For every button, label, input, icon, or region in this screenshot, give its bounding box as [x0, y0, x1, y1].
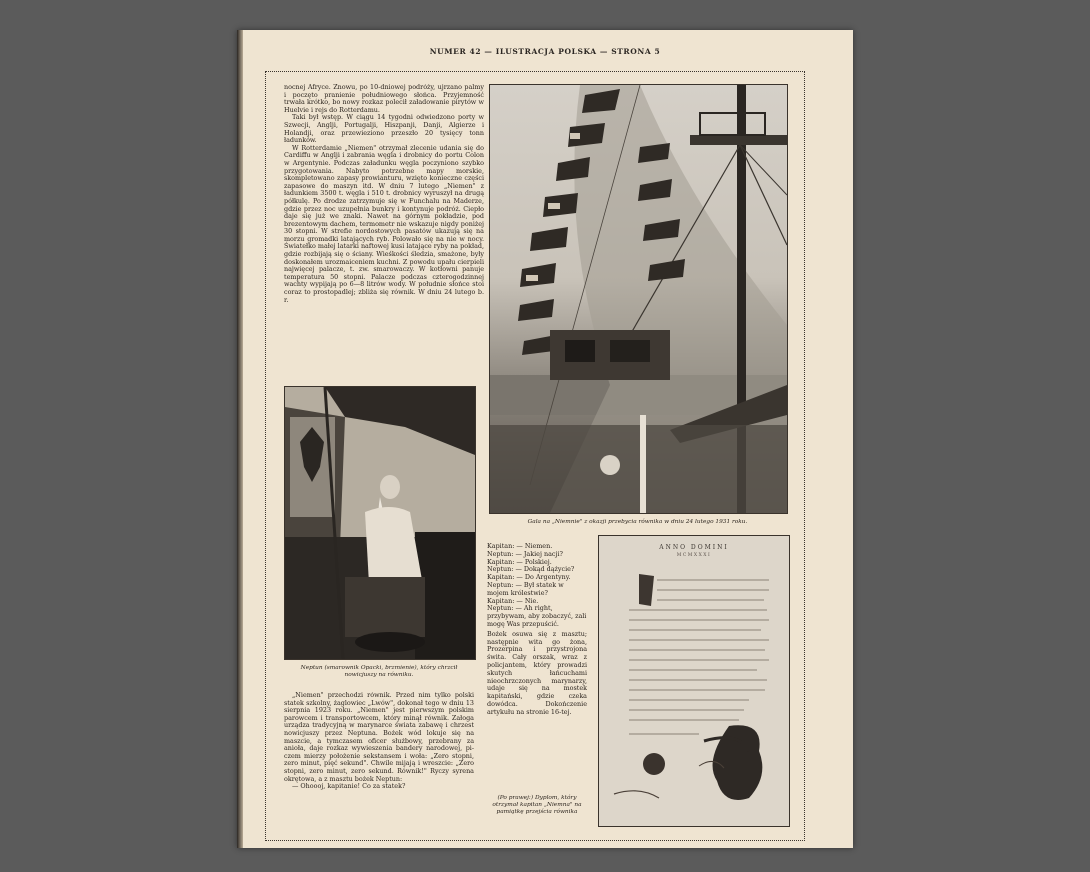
article-column-top: [284, 84, 484, 374]
dialog-line: Kapitan: — Niemen.: [487, 543, 553, 550]
dialog-line: Neptun: — Ah right, przybywam, aby zobaczyć, zali mogę Was przepuścić.: [487, 605, 587, 628]
paragraph: W Rotterdamie „Niemen" otrzymał zlecenie udania się do Cardiffu w Anglji i zabrania węgla i drobnicy do portu Colon w Argentynie. Podczas załadunku węgla poczyniono szybko przygotowania. Nabyto potrzebne mapy morskie, skompletowano zapasy prowianturu, wzięto konieczne części zapasowe do maszyn itd. W dniu 7 lutego „Niemen" z ładunkiem 3500 t. węgla i 510 t. drobnicy wyruszył na drugą półkulę. Po drodze zatrzymuje się w Funchalu na Maderze, gdzie przez noc uzupełnia bunkry i kontynuje podróż. Ciepło daje się już we znaki. Nawet na górnym pokładzie, pod brezentowym dachem, termometr nie wskazuje nigdy poniżej 30 stopni. W strefie nordostowych pasatów ukazują się na morzu gromadki latających ryb. Polowało się na nie w nocy. Światełko małej latarki naftowej kusi latające ryby na pokład, gdzie rozbijają się o ściany. Wieśkości śledzia, smażone, były doskonałem urozmaiceniem kuchni. Z powodu upału cierpieli najwięcej palacze, t. zw. smarowaczy. W kotłowni panuje temperatura 50 stopni. Palacze podczas czterogodzinnej wachty wypijają po 6—8 litrów wody. W południe słońce stoi coraz to prostopadlej; zbliża się równik. W dniu 24 lutego b. r.: [284, 143, 484, 304]
article-column-lower: [284, 692, 474, 832]
dialog-column: [487, 543, 587, 801]
diploma-subtitle: MCMXXXI: [676, 553, 712, 558]
neptune-illustration: [285, 387, 475, 659]
dialog-line: Kapitan: — Do Argentyny.: [487, 574, 571, 582]
diploma-title: ANNO DOMINI: [659, 544, 729, 551]
paragraph: „Niemen" przechodzi równik. Przed nim tylko polski statek szkolny, żaglowiec „Lwów", dokonał tego w dniu 13 sierpnia 1923 roku. „Niemen" jest pierwszym polskim parowcem i transportowcem, który minął równik. Załoga urządza tradycyjną w marynarce świata zabawę i chrzest nowicjuszy przez Neptuna. Bożek wód lokuje się na maszcie, a tymczasem oficer służbowy, przebrany za anioła, daje rozkaz wywieszenia bandery narodowej, pi-czem mierzy położenie sekstansem i woła: „Zero stopni, zero minut, pięć sekund". Chwile mijają i wreszcie: „Zero stopni, zero minut, zero sekund. Równik!" Ryczy syrena okrętowa, a z masztu bożek Neptun:: [284, 692, 474, 783]
dialog-line: Neptun: — Jakiej nacji?: [487, 550, 563, 558]
ship-illustration: [490, 85, 787, 513]
ship-photo: [489, 84, 788, 514]
diploma-illustration: [599, 536, 789, 826]
dialog-line: Kapitan: — Nie.: [487, 597, 539, 605]
diploma-caption: (Po prawej:) Dyplom, który otrzymał kapitan „Niemna" na pamiątkę przejścia równika: [492, 795, 582, 815]
ship-photo-caption: Gala na „Niemnie" z okazji przebycia równika w dniu 24 lutego 1931 roku.: [527, 519, 748, 525]
diploma-image: [598, 535, 790, 827]
dialog-line: Neptun: — Dokąd dążycie?: [487, 566, 575, 574]
running-head: NUMER 42 — ILUSTRACJA POLSKA — STRONA 5: [429, 47, 661, 56]
paragraph: nocnej Afryce. Znowu, po 10-dniowej podróży, ujrzano palmy i poczęto pranienie południowego słońca. Przyjemność trwała krótko, bo nowy rozkaz polecił załadowanie pirytów w Huelvie i rejs do Rotterdamu.: [284, 84, 484, 114]
dialog-tail: Bożek osuwa się z masztu; następnie wita go żona, Prozerpina i przystrojona świta. Cały orszak, wraz z policjantem, który prowadzi skutych łańcuchami nieochrzczonych marynarzy, udaje się na mostek kapitański, gdzie czeka dowódca. Dokończenie artykułu na stronie 16-tej.: [487, 630, 587, 716]
dialog-line: Kapitan: — Polskiej.: [487, 558, 552, 566]
paragraph: — Ohoooj, kapitanie! Co za statek?: [292, 782, 406, 791]
paragraph: Taki był wstęp. W ciągu 14 tygodni odwiedzono porty w Szwecji, Anglji, Portugalji, Hiszpanji, Danji, Algierze i Holandji, oraz przewieziono przeszło 20 tysięcy tonn ładunków.: [284, 113, 484, 145]
neptune-photo: [284, 386, 476, 660]
magazine-page: [237, 30, 853, 848]
neptune-photo-caption: Neptun (smarownik Opacki, brzmienie), który chrzcił nowicjuszy na równiku.: [300, 665, 458, 678]
dialog-line: Neptun: — Był statek w mojem królestwie?: [487, 581, 564, 597]
